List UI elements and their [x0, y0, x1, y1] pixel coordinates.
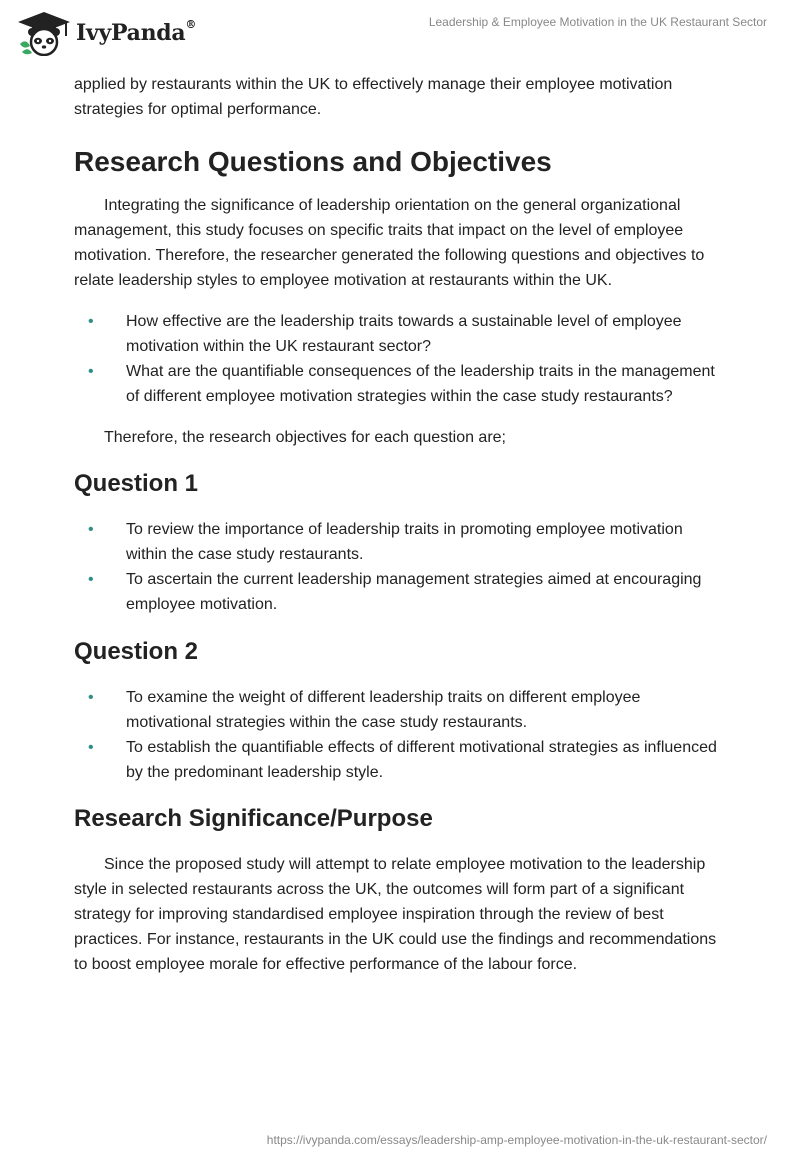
list-item: • To review the importance of leadership traits in promoting employee motivation within the case study restaurants.	[74, 517, 724, 567]
list-item: • What are the quantifiable consequences of the leadership traits in the management of different employee motivation strategies within the case study restaurants?	[74, 359, 724, 409]
research-significance-heading: Research Significance/Purpose	[74, 805, 433, 832]
research-questions-heading: Research Questions and Objectives	[74, 146, 552, 177]
panda-graduate-icon	[16, 10, 72, 56]
question-1-list	[74, 517, 724, 617]
research-questions-paragraph: Integrating the significance of leadership orientation on the general organizational management, this study focuses on specific traits that impact on the level of employee motivation. Therefore, the researcher generated the following questions and objectives to relate leadership styles to employee motivation at restaurants within the UK.	[74, 197, 705, 289]
bullet-icon: •	[88, 363, 94, 380]
essay-body	[74, 70, 724, 977]
page-header	[0, 0, 800, 70]
question-2-list	[74, 685, 724, 785]
list-item: • How effective are the leadership traits towards a sustainable level of employee motivation within the UK restaurant sector?	[74, 309, 724, 359]
source-url[interactable]: https://ivypanda.com/essays/leadership-amp-employee-motivation-in-the-uk-restaurant-sector/	[266, 1133, 767, 1147]
ivypanda-logo[interactable]	[16, 10, 196, 56]
intro-continued-paragraph: applied by restaurants within the UK to effectively manage their employee motivation strategies for optimal performance.	[74, 76, 673, 118]
running-title: Leadership & Employee Motivation in the UK Restaurant Sector	[428, 15, 767, 29]
list-item: • To ascertain the current leadership management strategies aimed at encouraging employee motivation.	[74, 567, 724, 617]
list-item: • To establish the quantifiable effects of different motivational strategies as influenced by the predominant leadership style.	[74, 735, 724, 785]
bullet-icon: •	[88, 689, 94, 706]
list-item: • To examine the weight of different leadership traits on different employee motivational strategies within the case study restaurants.	[74, 685, 724, 735]
bullet-icon: •	[88, 521, 94, 538]
research-questions-list	[74, 309, 724, 409]
brand-name: IvyPanda®	[76, 18, 197, 46]
objectives-intro-paragraph: Therefore, the research objectives for each question are;	[104, 429, 506, 446]
bullet-icon: •	[88, 739, 94, 756]
question-2-heading: Question 2	[74, 638, 199, 665]
bullet-icon: •	[88, 571, 94, 588]
research-significance-paragraph: Since the proposed study will attempt to relate employee motivation to the leadership style in selected restaurants across the UK, the outcomes will form part of a significant strategy for improving standardised employee inspiration through the review of best practices. For instance, restaurants in the UK could use the findings and recommendations to boost employee morale for effective performance of the labour force.	[74, 856, 717, 973]
question-1-heading: Question 1	[74, 470, 199, 497]
bullet-icon: •	[88, 313, 94, 330]
